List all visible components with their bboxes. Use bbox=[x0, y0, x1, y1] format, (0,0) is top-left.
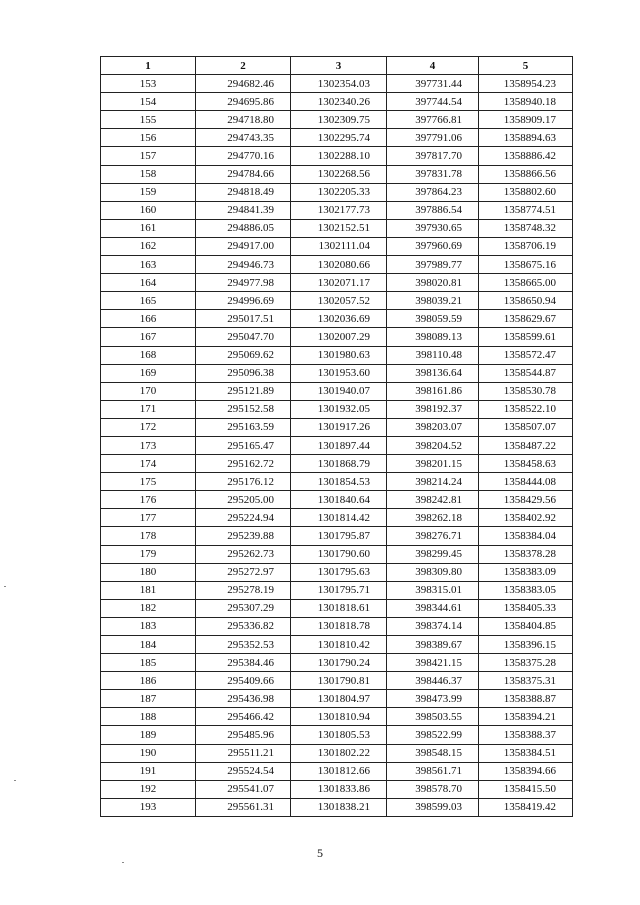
table-cell: 190 bbox=[101, 744, 196, 762]
table-row bbox=[101, 382, 573, 400]
table-cell: 1358375.28 bbox=[479, 654, 573, 672]
table-cell: 397766.81 bbox=[387, 111, 479, 129]
table-cell: 295047.70 bbox=[196, 328, 291, 346]
table-cell: 295436.98 bbox=[196, 690, 291, 708]
table-cell: 1301917.26 bbox=[291, 418, 387, 436]
table-cell: 192 bbox=[101, 780, 196, 798]
table-cell: 191 bbox=[101, 762, 196, 780]
table-row bbox=[101, 780, 573, 798]
table-cell: 397886.54 bbox=[387, 201, 479, 219]
table-row bbox=[101, 111, 573, 129]
table-row bbox=[101, 527, 573, 545]
table-cell: 154 bbox=[101, 93, 196, 111]
table-cell: 398204.52 bbox=[387, 436, 479, 454]
table-cell: 294743.35 bbox=[196, 129, 291, 147]
table-cell: 295162.72 bbox=[196, 455, 291, 473]
table-cell: 398344.61 bbox=[387, 599, 479, 617]
table-cell: 1358530.78 bbox=[479, 382, 573, 400]
table-cell: 167 bbox=[101, 328, 196, 346]
table-cell: 294886.05 bbox=[196, 219, 291, 237]
table-cell: 1358404.85 bbox=[479, 617, 573, 635]
table-cell: 295224.94 bbox=[196, 509, 291, 527]
table-cell: 295561.31 bbox=[196, 798, 291, 816]
table-cell: 397744.54 bbox=[387, 93, 479, 111]
table-cell: 1358802.60 bbox=[479, 183, 573, 201]
table-row bbox=[101, 292, 573, 310]
table-row bbox=[101, 274, 573, 292]
table-cell: 171 bbox=[101, 400, 196, 418]
table-cell: 295165.47 bbox=[196, 436, 291, 454]
table-cell: 172 bbox=[101, 418, 196, 436]
table-cell: 1358384.04 bbox=[479, 527, 573, 545]
scan-speck bbox=[4, 586, 6, 587]
scan-speck bbox=[122, 862, 124, 863]
table-cell: 295352.53 bbox=[196, 636, 291, 654]
table-row bbox=[101, 346, 573, 364]
table-cell: 1358487.22 bbox=[479, 436, 573, 454]
table-cell: 1301804.97 bbox=[291, 690, 387, 708]
table-cell: 1301838.21 bbox=[291, 798, 387, 816]
table-cell: 398110.48 bbox=[387, 346, 479, 364]
table-row bbox=[101, 762, 573, 780]
table-cell: 295384.46 bbox=[196, 654, 291, 672]
table-cell: 295205.00 bbox=[196, 491, 291, 509]
table-cell: 1301818.78 bbox=[291, 617, 387, 635]
column-header: 1 bbox=[101, 57, 196, 75]
table-row bbox=[101, 165, 573, 183]
table-cell: 1358375.31 bbox=[479, 672, 573, 690]
table-cell: 397791.06 bbox=[387, 129, 479, 147]
table-cell: 1302071.17 bbox=[291, 274, 387, 292]
table-cell: 1302036.69 bbox=[291, 310, 387, 328]
table-cell: 1358384.51 bbox=[479, 744, 573, 762]
table-cell: 1358458.63 bbox=[479, 455, 573, 473]
page-number: 5 bbox=[317, 846, 323, 860]
table-cell: 174 bbox=[101, 455, 196, 473]
table-row bbox=[101, 581, 573, 599]
table-cell: 398203.07 bbox=[387, 418, 479, 436]
table-row bbox=[101, 798, 573, 816]
table-cell: 186 bbox=[101, 672, 196, 690]
table-cell: 397831.78 bbox=[387, 165, 479, 183]
table-cell: 1301953.60 bbox=[291, 364, 387, 382]
table-cell: 295272.97 bbox=[196, 563, 291, 581]
table-row bbox=[101, 708, 573, 726]
table-cell: 1358894.63 bbox=[479, 129, 573, 147]
table-cell: 1301810.94 bbox=[291, 708, 387, 726]
table-cell: 160 bbox=[101, 201, 196, 219]
coordinates-table bbox=[100, 56, 573, 817]
table-cell: 1358383.05 bbox=[479, 581, 573, 599]
table-cell: 398136.64 bbox=[387, 364, 479, 382]
table-cell: 1302354.03 bbox=[291, 75, 387, 93]
table-cell: 193 bbox=[101, 798, 196, 816]
table-cell: 188 bbox=[101, 708, 196, 726]
table-row bbox=[101, 418, 573, 436]
table-cell: 1358419.42 bbox=[479, 798, 573, 816]
table-cell: 398201.15 bbox=[387, 455, 479, 473]
table-row bbox=[101, 400, 573, 418]
table-row bbox=[101, 654, 573, 672]
table-cell: 169 bbox=[101, 364, 196, 382]
table-body bbox=[101, 75, 573, 817]
table-cell: 1301868.79 bbox=[291, 455, 387, 473]
table-cell: 1358706.19 bbox=[479, 237, 573, 255]
table-cell: 175 bbox=[101, 473, 196, 491]
table-cell: 1302007.29 bbox=[291, 328, 387, 346]
table-cell: 184 bbox=[101, 636, 196, 654]
table-cell: 1301790.60 bbox=[291, 545, 387, 563]
table-cell: 398389.67 bbox=[387, 636, 479, 654]
table-cell: 1358650.94 bbox=[479, 292, 573, 310]
table-cell: 398315.01 bbox=[387, 581, 479, 599]
column-header: 4 bbox=[387, 57, 479, 75]
table-cell: 398059.59 bbox=[387, 310, 479, 328]
table-cell: 1358774.51 bbox=[479, 201, 573, 219]
table-cell: 1302080.66 bbox=[291, 256, 387, 274]
table-cell: 1358522.10 bbox=[479, 400, 573, 418]
table-row bbox=[101, 436, 573, 454]
table-cell: 398214.24 bbox=[387, 473, 479, 491]
table-row bbox=[101, 75, 573, 93]
table-cell: 1302288.10 bbox=[291, 147, 387, 165]
table-row bbox=[101, 364, 573, 382]
table-cell: 398599.03 bbox=[387, 798, 479, 816]
table-cell: 177 bbox=[101, 509, 196, 527]
table-cell: 295152.58 bbox=[196, 400, 291, 418]
table-row bbox=[101, 672, 573, 690]
table-cell: 1302309.75 bbox=[291, 111, 387, 129]
table-cell: 1302268.56 bbox=[291, 165, 387, 183]
table-cell: 397864.23 bbox=[387, 183, 479, 201]
table-cell: 295069.62 bbox=[196, 346, 291, 364]
table-cell: 176 bbox=[101, 491, 196, 509]
table-cell: 295409.66 bbox=[196, 672, 291, 690]
table-cell: 1301812.66 bbox=[291, 762, 387, 780]
table-cell: 397817.70 bbox=[387, 147, 479, 165]
table-row bbox=[101, 455, 573, 473]
table-cell: 295485.96 bbox=[196, 726, 291, 744]
table-cell: 294946.73 bbox=[196, 256, 291, 274]
table-row bbox=[101, 491, 573, 509]
table-cell: 1358394.66 bbox=[479, 762, 573, 780]
table-cell: 1358629.67 bbox=[479, 310, 573, 328]
table-cell: 1358507.07 bbox=[479, 418, 573, 436]
table-cell: 163 bbox=[101, 256, 196, 274]
table-cell: 155 bbox=[101, 111, 196, 129]
table-cell: 398503.55 bbox=[387, 708, 479, 726]
table-cell: 295466.42 bbox=[196, 708, 291, 726]
table-cell: 398473.99 bbox=[387, 690, 479, 708]
table-cell: 1358396.15 bbox=[479, 636, 573, 654]
table-row bbox=[101, 509, 573, 527]
table-row bbox=[101, 147, 573, 165]
table-cell: 161 bbox=[101, 219, 196, 237]
table-cell: 1301805.53 bbox=[291, 726, 387, 744]
table-cell: 165 bbox=[101, 292, 196, 310]
table-cell: 398020.81 bbox=[387, 274, 479, 292]
table-row bbox=[101, 129, 573, 147]
table-cell: 295239.88 bbox=[196, 527, 291, 545]
table-cell: 1301854.53 bbox=[291, 473, 387, 491]
table-cell: 294770.16 bbox=[196, 147, 291, 165]
table-cell: 166 bbox=[101, 310, 196, 328]
table-cell: 294695.86 bbox=[196, 93, 291, 111]
table-cell: 1358402.92 bbox=[479, 509, 573, 527]
table-cell: 295511.21 bbox=[196, 744, 291, 762]
table-cell: 1358415.50 bbox=[479, 780, 573, 798]
table-cell: 1358572.47 bbox=[479, 346, 573, 364]
table-cell: 158 bbox=[101, 165, 196, 183]
table-cell: 294718.80 bbox=[196, 111, 291, 129]
table-cell: 1358675.16 bbox=[479, 256, 573, 274]
table-row bbox=[101, 93, 573, 111]
table-cell: 1358388.87 bbox=[479, 690, 573, 708]
table-row bbox=[101, 545, 573, 563]
table-cell: 398161.86 bbox=[387, 382, 479, 400]
table-cell: 1302152.51 bbox=[291, 219, 387, 237]
table-cell: 173 bbox=[101, 436, 196, 454]
table-cell: 398192.37 bbox=[387, 400, 479, 418]
table-cell: 398446.37 bbox=[387, 672, 479, 690]
table-cell: 170 bbox=[101, 382, 196, 400]
table-cell: 398548.15 bbox=[387, 744, 479, 762]
table-cell: 1301814.42 bbox=[291, 509, 387, 527]
table-cell: 294917.00 bbox=[196, 237, 291, 255]
table-cell: 294996.69 bbox=[196, 292, 291, 310]
table-cell: 397960.69 bbox=[387, 237, 479, 255]
table-cell: 1358909.17 bbox=[479, 111, 573, 129]
table-cell: 1358383.09 bbox=[479, 563, 573, 581]
table-cell: 1302177.73 bbox=[291, 201, 387, 219]
table-cell: 398309.80 bbox=[387, 563, 479, 581]
table-cell: 1301840.64 bbox=[291, 491, 387, 509]
table-cell: 294841.39 bbox=[196, 201, 291, 219]
table-cell: 185 bbox=[101, 654, 196, 672]
table-cell: 1302295.74 bbox=[291, 129, 387, 147]
table-cell: 398561.71 bbox=[387, 762, 479, 780]
table-row bbox=[101, 183, 573, 201]
table-cell: 397930.65 bbox=[387, 219, 479, 237]
table-cell: 153 bbox=[101, 75, 196, 93]
table-cell: 1301980.63 bbox=[291, 346, 387, 364]
table-cell: 1358866.56 bbox=[479, 165, 573, 183]
table-cell: 1302340.26 bbox=[291, 93, 387, 111]
table-cell: 1358388.37 bbox=[479, 726, 573, 744]
table-cell: 1301790.81 bbox=[291, 672, 387, 690]
table-cell: 294977.98 bbox=[196, 274, 291, 292]
table-cell: 183 bbox=[101, 617, 196, 635]
table-cell: 1302057.52 bbox=[291, 292, 387, 310]
table-cell: 295336.82 bbox=[196, 617, 291, 635]
table-cell: 156 bbox=[101, 129, 196, 147]
table-cell: 181 bbox=[101, 581, 196, 599]
table-cell: 1301802.22 bbox=[291, 744, 387, 762]
table-cell: 1301932.05 bbox=[291, 400, 387, 418]
table-row bbox=[101, 726, 573, 744]
table-row bbox=[101, 256, 573, 274]
table-cell: 1358394.21 bbox=[479, 708, 573, 726]
table-cell: 1301940.07 bbox=[291, 382, 387, 400]
table-cell: 1301795.63 bbox=[291, 563, 387, 581]
table-cell: 187 bbox=[101, 690, 196, 708]
table-cell: 157 bbox=[101, 147, 196, 165]
table-cell: 295096.38 bbox=[196, 364, 291, 382]
table-row bbox=[101, 328, 573, 346]
table-cell: 1301790.24 bbox=[291, 654, 387, 672]
table-cell: 168 bbox=[101, 346, 196, 364]
table-cell: 1358886.42 bbox=[479, 147, 573, 165]
table-cell: 1358954.23 bbox=[479, 75, 573, 93]
column-header: 2 bbox=[196, 57, 291, 75]
table-cell: 182 bbox=[101, 599, 196, 617]
table-cell: 397731.44 bbox=[387, 75, 479, 93]
table-cell: 1358665.00 bbox=[479, 274, 573, 292]
table-cell: 398039.21 bbox=[387, 292, 479, 310]
table-row bbox=[101, 201, 573, 219]
table-cell: 1301795.71 bbox=[291, 581, 387, 599]
table-cell: 398578.70 bbox=[387, 780, 479, 798]
table-cell: 1302205.33 bbox=[291, 183, 387, 201]
table-cell: 1301795.87 bbox=[291, 527, 387, 545]
table-cell: 295121.89 bbox=[196, 382, 291, 400]
table-cell: 398421.15 bbox=[387, 654, 479, 672]
table-row bbox=[101, 219, 573, 237]
table-row bbox=[101, 237, 573, 255]
table-cell: 295278.19 bbox=[196, 581, 291, 599]
table-header-row bbox=[101, 57, 573, 75]
table-cell: 164 bbox=[101, 274, 196, 292]
table-row bbox=[101, 636, 573, 654]
table-cell: 398242.81 bbox=[387, 491, 479, 509]
table-cell: 1301833.86 bbox=[291, 780, 387, 798]
table-cell: 1358378.28 bbox=[479, 545, 573, 563]
table-cell: 1301810.42 bbox=[291, 636, 387, 654]
table-cell: 398276.71 bbox=[387, 527, 479, 545]
table-cell: 178 bbox=[101, 527, 196, 545]
column-header: 5 bbox=[479, 57, 573, 75]
table-cell: 294682.46 bbox=[196, 75, 291, 93]
table-cell: 294784.66 bbox=[196, 165, 291, 183]
table-row bbox=[101, 744, 573, 762]
table-row bbox=[101, 617, 573, 635]
table-cell: 1301897.44 bbox=[291, 436, 387, 454]
table-row bbox=[101, 563, 573, 581]
table-row bbox=[101, 690, 573, 708]
table-cell: 398262.18 bbox=[387, 509, 479, 527]
table-cell: 159 bbox=[101, 183, 196, 201]
table-row bbox=[101, 473, 573, 491]
table-cell: 162 bbox=[101, 237, 196, 255]
table-cell: 294818.49 bbox=[196, 183, 291, 201]
table-cell: 295163.59 bbox=[196, 418, 291, 436]
table-cell: 180 bbox=[101, 563, 196, 581]
column-header: 3 bbox=[291, 57, 387, 75]
table-cell: 398299.45 bbox=[387, 545, 479, 563]
table-cell: 397989.77 bbox=[387, 256, 479, 274]
table-cell: 179 bbox=[101, 545, 196, 563]
table-cell: 295307.29 bbox=[196, 599, 291, 617]
table-cell: 398374.14 bbox=[387, 617, 479, 635]
table-cell: 295017.51 bbox=[196, 310, 291, 328]
table-cell: 1358748.32 bbox=[479, 219, 573, 237]
table-cell: 1358405.33 bbox=[479, 599, 573, 617]
table-cell: 1358444.08 bbox=[479, 473, 573, 491]
table-cell: 189 bbox=[101, 726, 196, 744]
table-cell: 295176.12 bbox=[196, 473, 291, 491]
table-cell: 295524.54 bbox=[196, 762, 291, 780]
scan-speck bbox=[14, 780, 16, 781]
table-cell: 1358544.87 bbox=[479, 364, 573, 382]
table-cell: 1358599.61 bbox=[479, 328, 573, 346]
table-cell: 1302111.04 bbox=[291, 237, 387, 255]
table-cell: 295262.73 bbox=[196, 545, 291, 563]
table-cell: 1358429.56 bbox=[479, 491, 573, 509]
table-cell: 398522.99 bbox=[387, 726, 479, 744]
table-row bbox=[101, 310, 573, 328]
table-cell: 1358940.18 bbox=[479, 93, 573, 111]
table-row bbox=[101, 599, 573, 617]
table-cell: 295541.07 bbox=[196, 780, 291, 798]
table-cell: 398089.13 bbox=[387, 328, 479, 346]
table-cell: 1301818.61 bbox=[291, 599, 387, 617]
